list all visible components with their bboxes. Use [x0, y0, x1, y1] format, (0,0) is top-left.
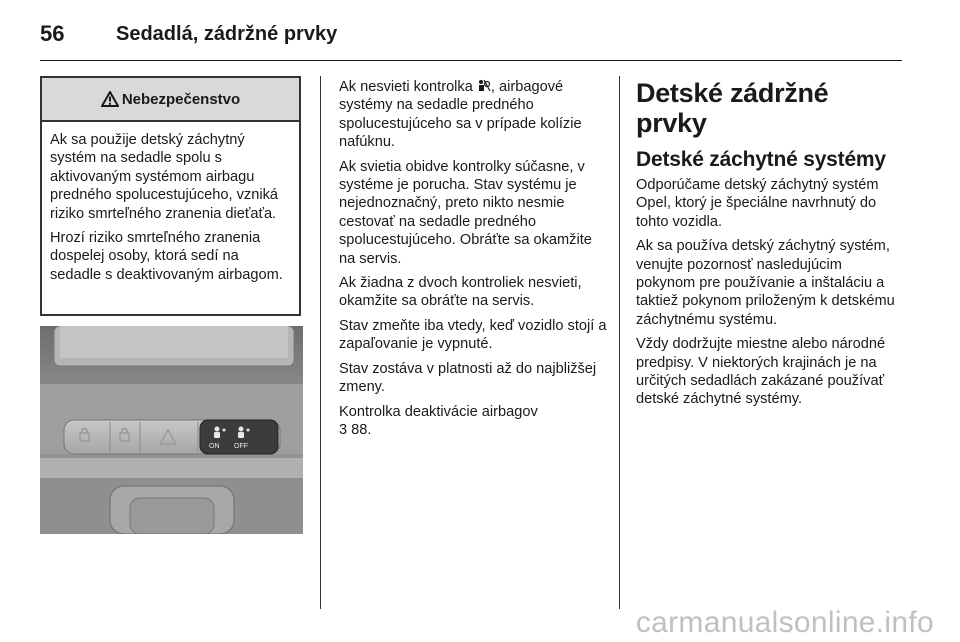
warning-header [42, 78, 299, 122]
page-reference-link[interactable]: 3 88. [339, 421, 372, 438]
header-rule [40, 60, 902, 61]
paragraph: Stav zostáva v platnosti až do najbližšej zmeny. [339, 360, 597, 396]
watermark: carmanualsonline.info [635, 606, 934, 639]
paragraph: Ak svietia obidve kontrolky súčasne, v systéme je porucha. Stav systému je nejednoznačný, preto nikto nesmie cestovať na sedadle predného spolucestujúceho. Obráťte sa okamžite na servis. [339, 158, 592, 267]
page-number: 56 [40, 21, 65, 46]
warning-box [40, 76, 301, 316]
column-middle [339, 78, 607, 439]
warning-paragraph-2: Hrozí riziko smrteľného zranenia dospelej osoby, ktorá sedí na sedadle s deaktivovaným airbagom. [50, 230, 283, 283]
paragraph: Vždy dodržujte miestne alebo národné predpisy. V niektorých krajinách je na určitých sedadlách zakázané používať detské záchytné systémy. [636, 336, 886, 408]
column-divider-right [619, 76, 620, 609]
page-title: Sedadlá, zádržné prvky [116, 22, 338, 45]
column-right [636, 78, 904, 415]
subsection-heading: Detské záchytné systémy [636, 148, 886, 171]
paragraph: Ak nesvieti kontrolka , airbagové systémy na sedadle predného spolucestujúceho sa v prípade kolízie nafúknu. [339, 79, 582, 151]
warning-paragraph-1: Ak sa použije detský záchytný systém na sedadle spolu s aktivovaným systémom airbagu predného spolucestujúceho, vzniká riziko smrteľného zranenia dieťaťa. [50, 132, 278, 222]
switch-label-on: ON [209, 443, 220, 450]
paragraph: Ak žiadna z dvoch kontroliek nesvieti, okamžite sa obráťte na servis. [339, 275, 582, 310]
airbag-off-indicator-icon [477, 79, 491, 93]
page-header [40, 14, 337, 54]
section-heading: Detské zádržné prvky [636, 78, 829, 138]
paragraph: Odporúčame detský záchytný systém Opel, ktorý je špeciálne navrhnutý do tohto vozidla. [636, 177, 879, 230]
paragraph: Kontrolka deaktivácie airbagov 3 88. [339, 403, 538, 438]
switch-label-off: OFF [234, 443, 248, 450]
warning-body [42, 122, 299, 284]
column-divider-left [320, 76, 321, 609]
warning-triangle-icon [101, 91, 119, 107]
warning-title: Nebezpečenstvo [121, 90, 241, 108]
paragraph: Stav zmeňte iba vtedy, keď vozidlo stojí a zapaľovanie je vypnuté. [339, 317, 607, 353]
airbag-switch-photo [40, 326, 303, 534]
paragraph: Ak sa používa detský záchytný systém, venujte pozornosť nasledujúcim pokynom pre používanie a inštaláciu a taktiež pokynom priloženým k detskému záchytnému systému. [636, 238, 895, 328]
